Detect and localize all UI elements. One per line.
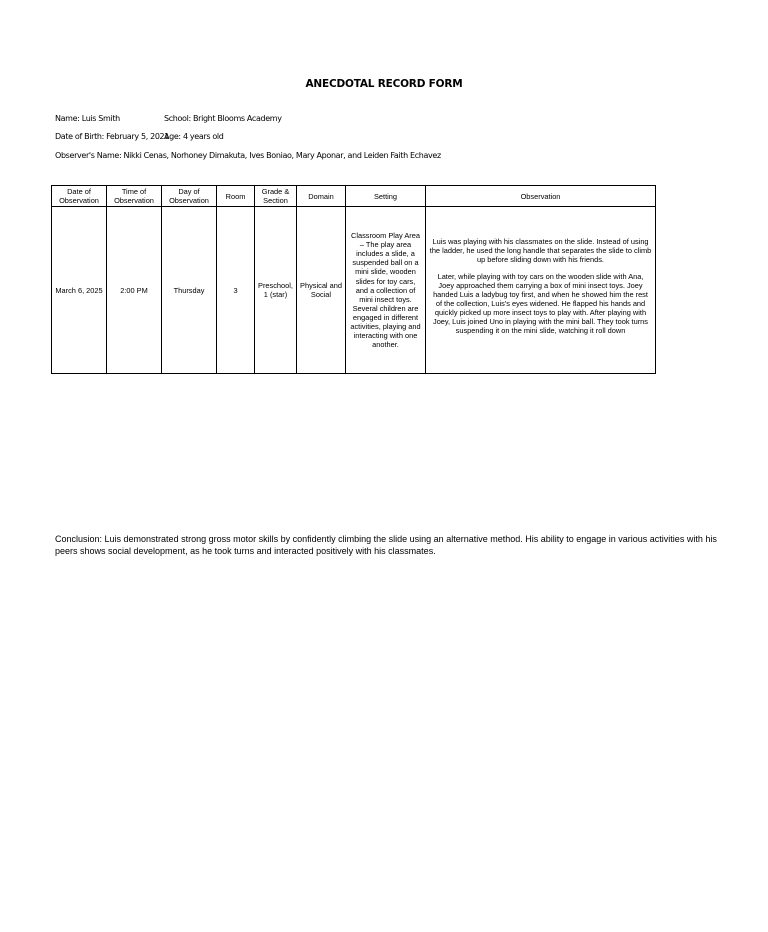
observers-names: Observer's Name: Nikki Cenas, Norhoney Dimakuta, Ives Boniao, Mary Aponar, and Leiden Faith Echavez xyxy=(55,151,441,160)
cell-setting: Classroom Play Area – The play area includes a slide, a suspended ball on a mini slide, wooden slides for toy cars, and a collection of mini insect toys. Several children are engaged in different activities, playing and interacting with one another. xyxy=(346,207,426,374)
header-day: Day of Observation xyxy=(162,186,217,207)
page-title: ANECDOTAL RECORD FORM xyxy=(305,78,463,90)
cell-day: Thursday xyxy=(162,207,217,374)
conclusion-text: Conclusion: Luis demonstrated strong gross motor skills by confidently climbing the slide using an alternative method. His ability to engage in various activities with his peers shows social development, as he took turns and interacted positively with his classmates. xyxy=(55,534,717,557)
cell-grade: Preschool, 1 (star) xyxy=(255,207,297,374)
cell-domain: Physical and Social xyxy=(297,207,346,374)
cell-time: 2:00 PM xyxy=(107,207,162,374)
table-row xyxy=(52,207,656,374)
header-time: Time of Observation xyxy=(107,186,162,207)
header-date: Date of Observation xyxy=(52,186,107,207)
name-school-line xyxy=(55,114,282,123)
cell-room: 3 xyxy=(217,207,255,374)
table-header-row xyxy=(52,186,656,207)
anecdotal-record-table xyxy=(51,185,656,374)
observation-paragraph-1: Luis was playing with his classmates on the slide. Instead of using the ladder, he used the long handle that separates the slide to climb up before sliding down with his friends. xyxy=(429,236,652,264)
student-name: Name: Luis Smith xyxy=(55,114,120,123)
dob-age-line xyxy=(55,132,224,141)
header-observation: Observation xyxy=(426,186,656,207)
cell-date: March 6, 2025 xyxy=(52,207,107,374)
header-room: Room xyxy=(217,186,255,207)
date-of-birth: Date of Birth: February 5, 2021 xyxy=(55,132,170,141)
observation-paragraph-2: Later, while playing with toy cars on the wooden slide with Ana, Joey approached them carrying a box of mini insect toys. Joey handed Luis a ladybug toy first, and when he showed him the rest of the collection, Luis's eyes widened. He flapped his hands and quickly picked up more insect toys to play with. After playing with Joey, Luis joined Uno in playing with the mini ball. They took turns suspending it on the mini slide, watching it roll down xyxy=(433,272,648,336)
school-name: School: Bright Blooms Academy xyxy=(164,114,282,123)
observers-line xyxy=(55,151,441,160)
header-grade: Grade & Section xyxy=(255,186,297,207)
age: Age: 4 years old xyxy=(164,132,224,141)
cell-observation xyxy=(426,207,656,374)
header-domain: Domain xyxy=(297,186,346,207)
header-setting: Setting xyxy=(346,186,426,207)
